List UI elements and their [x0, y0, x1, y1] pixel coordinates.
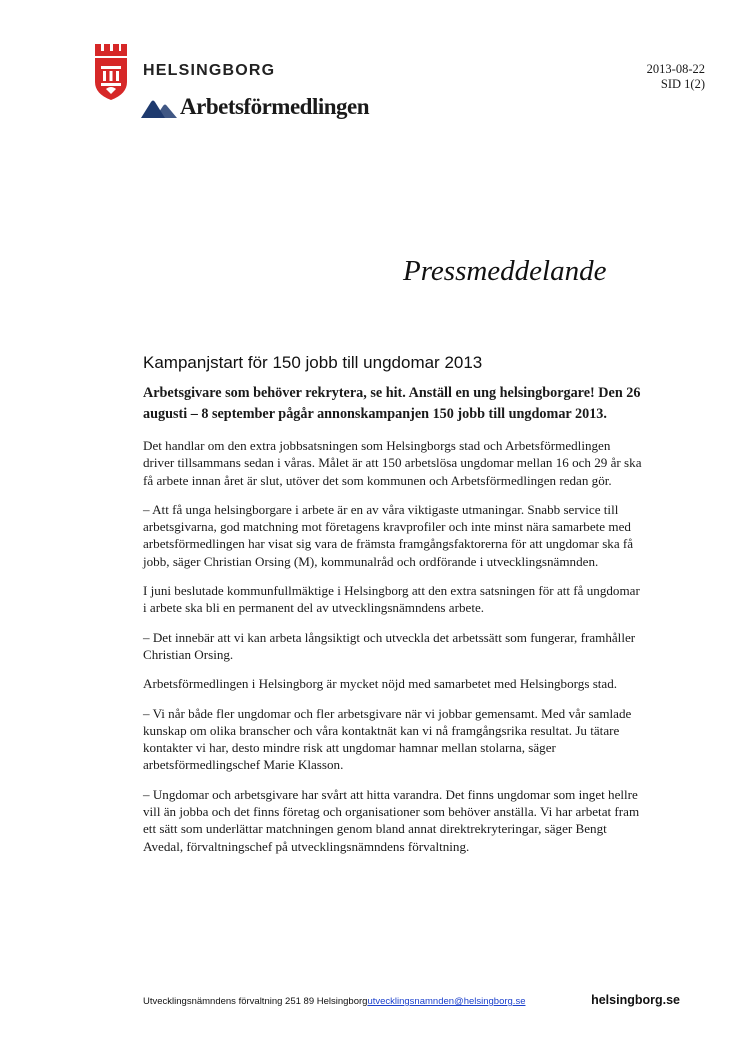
lead-paragraph: Arbetsgivare som behöver rekrytera, se hit. Anställ en ung helsingborgare! Den 26 augusti – 8 september pågår annonskampanjen 150 jobb till ungdomar 2013.: [143, 385, 641, 422]
document-type-title: Pressmeddelande: [403, 255, 607, 287]
arbetsformedlingen-logo-text: Arbetsförmedlingen: [180, 94, 370, 119]
helsingborg-logo-text: HELSINGBORG: [143, 62, 276, 79]
body-paragraph: Arbetsförmedlingen i Helsingborg är mycket nöjd med samarbetet med Helsingborgs stad.: [143, 676, 618, 692]
press-release-body: [143, 383, 643, 867]
helsingborg-crest-logo: [93, 44, 129, 100]
body-paragraph: – Att få unga helsingborgare i arbete är en av våra viktigaste utmaningar. Snabb service till arbetsgivarna, god matchning mot företagens kravprofiler och inte minst nära samarbete med arbetsförmedlingen har visat sig vara de främsta framgångsfaktorerna för att ungdomar ska få jobb, säger Christian Orsing (M), kommunalråd och ordförande i utvecklingsnämnden.: [143, 501, 634, 569]
body-paragraph: – Ungdomar och arbetsgivare har svårt att hitta varandra. Det finns ungdomar som inget hellre vill än jobba och det finns företag och organisationer som behöver anställa. Vi har arbetat fram ett sätt som underlättar matchningen genom bland annat direktrekryteringar, säger Bengt Avedal, förvaltningschef på utvecklingsnämndens förvaltning.: [143, 786, 640, 854]
footer-website: helsingborg.se: [591, 993, 680, 1007]
body-paragraph: – Det innebär att vi kan arbeta långsiktigt och utveckla det arbetssätt som fungerar, framhåller Christian Orsing.: [143, 629, 636, 662]
footer-address-line: [143, 996, 525, 1007]
body-paragraph: Det handlar om den extra jobbsatsningen som Helsingborgs stad och Arbetsförmedlingen driver tillsammans sedan i våras. Målet är att 150 arbetslösa ungdomar mellan 16 och 29 år ska få arbete innan året är slut, utöver det som kommunen och Arbetsförmedlingen redan gör.: [143, 438, 642, 488]
body-paragraph: – Vi når både fler ungdomar och fler arbetsgivare när vi jobbar gemensamt. Med vår samlade kunskap om olika branscher och våra kontaktnät kan vi nå framgångsrika resultat. Ju tätare kontakter vi har, desto mindre risk att ungdomar hamnar mellan stolarna, säger arbetsförmedlingschef Marie Klasson.: [143, 705, 632, 773]
page-number: SID 1(2): [660, 77, 705, 91]
arbetsformedlingen-logo-mark: [141, 98, 177, 118]
footer-email-link[interactable]: utvecklingsnamnden@helsingborg.se: [367, 996, 526, 1007]
press-release-headline: Kampanjstart för 150 jobb till ungdomar 2013: [143, 353, 483, 372]
document-date: 2013-08-22: [646, 62, 705, 76]
footer-address: Utvecklingsnämndens förvaltning 251 89 Helsingborg: [143, 996, 368, 1007]
document-meta: [647, 62, 705, 92]
body-paragraph: I juni beslutade kommunfullmäktige i Helsingborg att den extra satsningen för att få ungdomar i arbete ska bli en permanent del av utvecklingsnämndens arbete.: [143, 583, 640, 616]
